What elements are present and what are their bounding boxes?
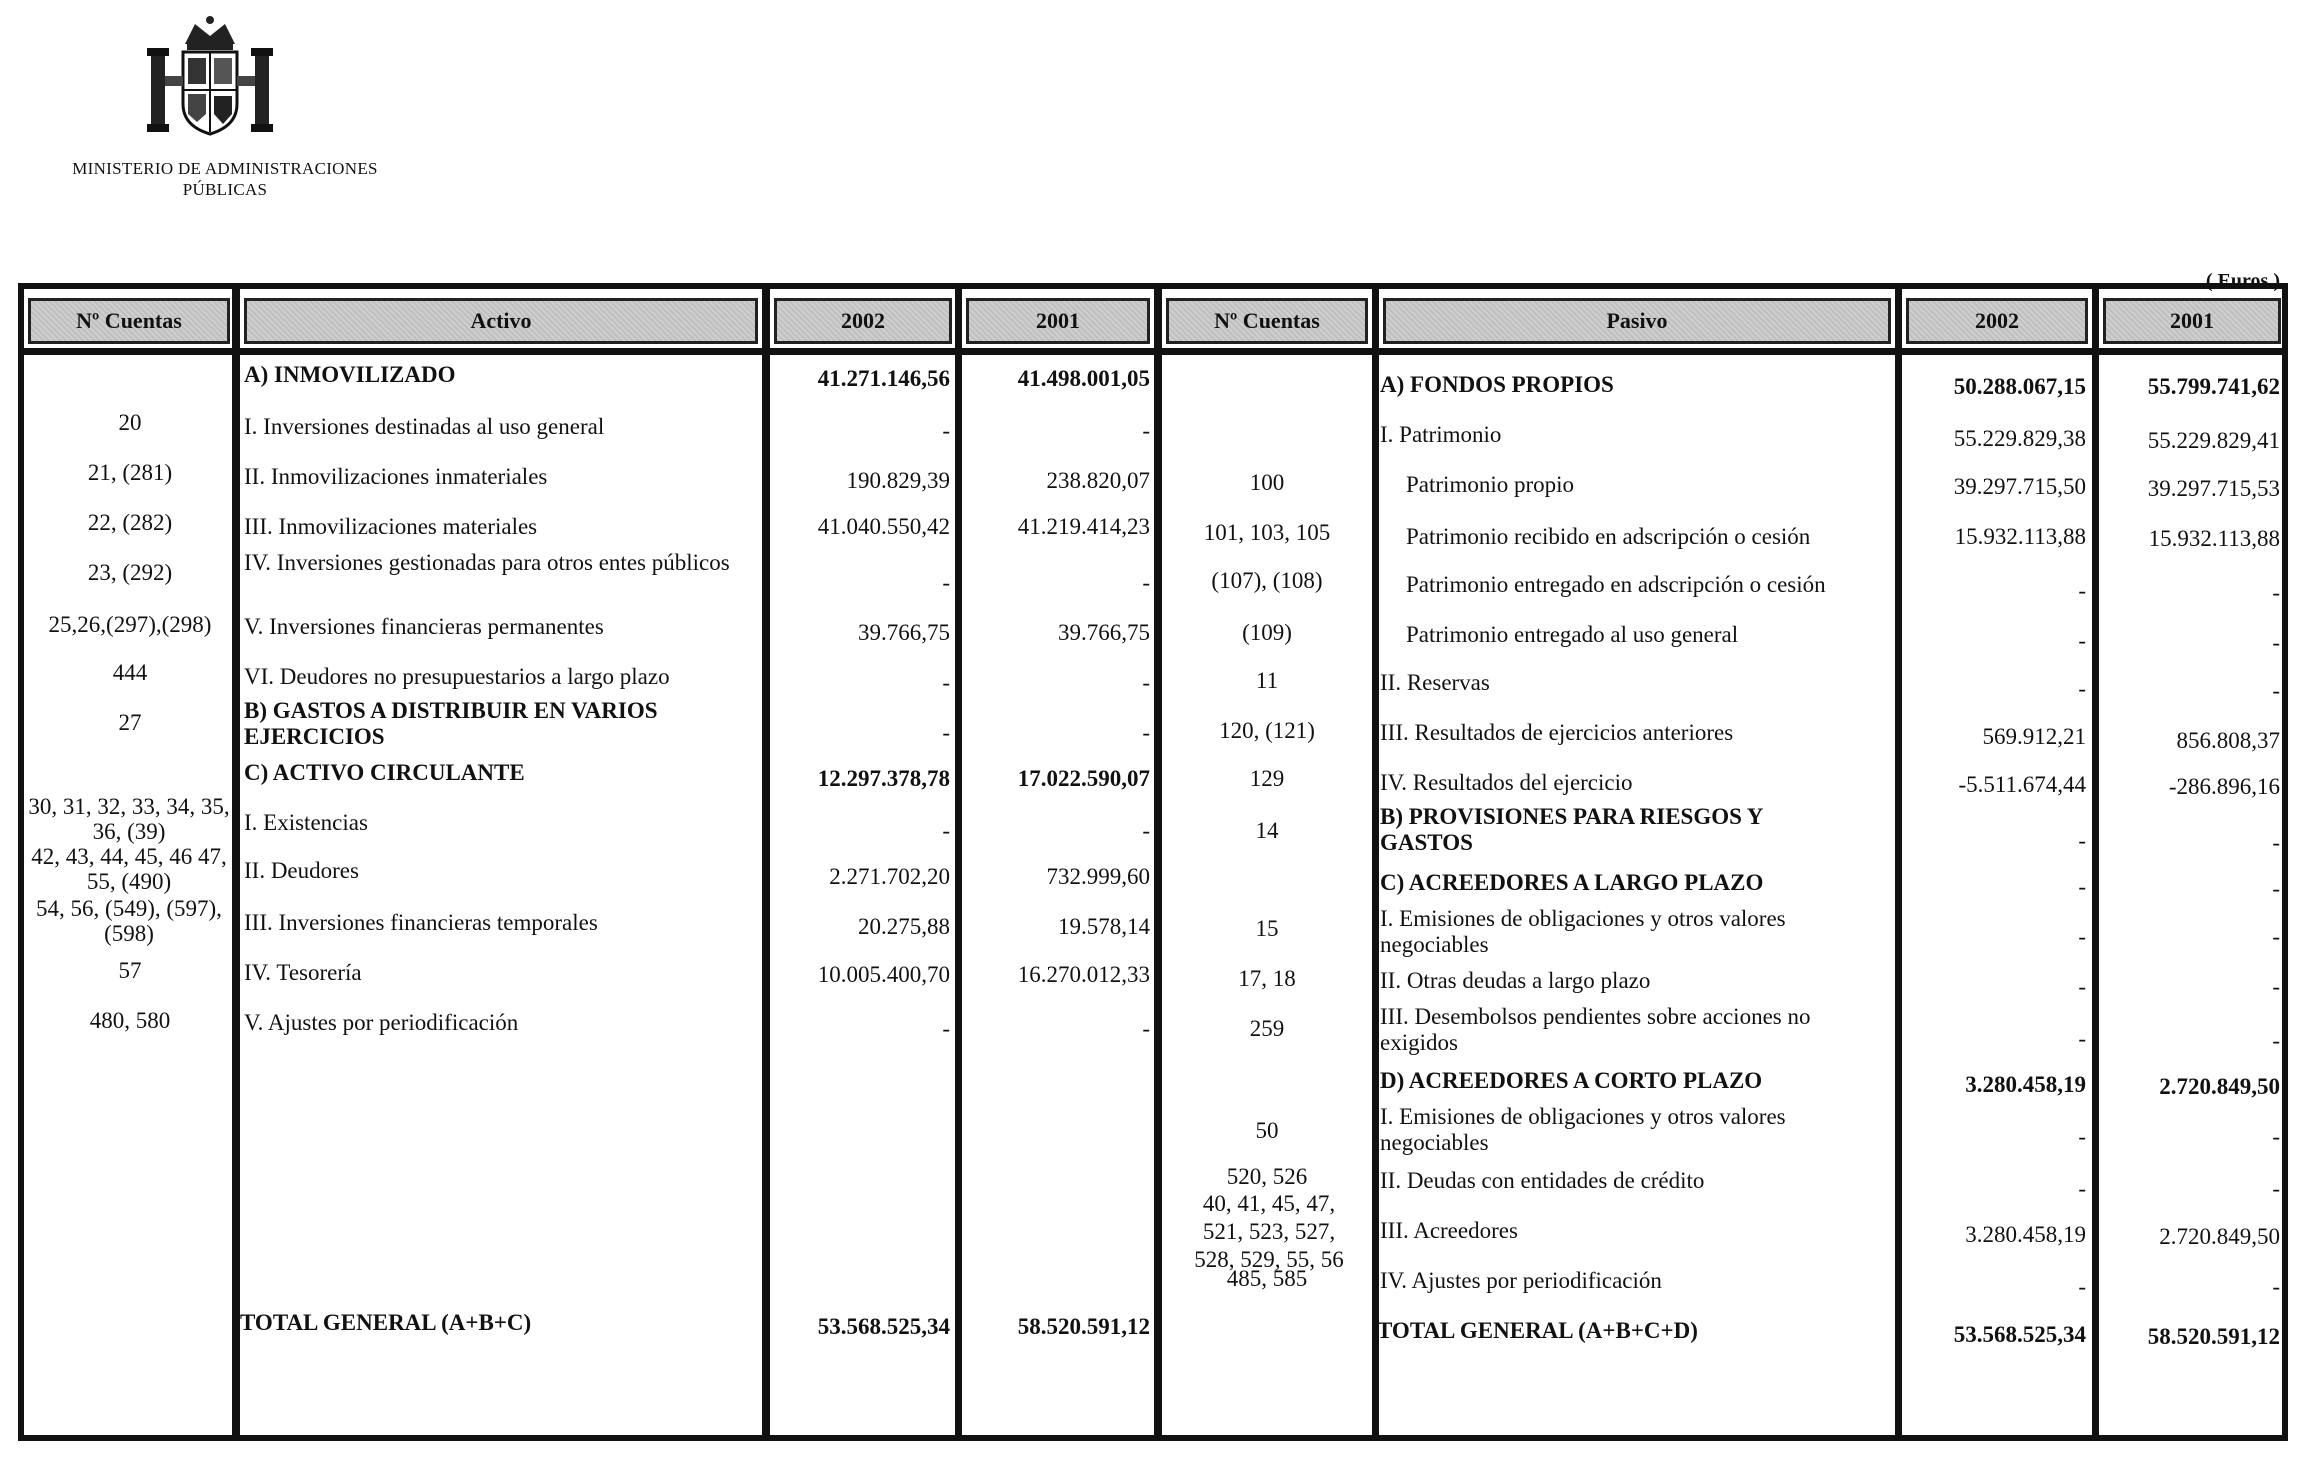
row-label: A) FONDOS PROPIOS <box>1380 372 1614 397</box>
value-2002: - <box>2078 1124 2086 1149</box>
value-2001: 2.720.849,50 <box>2159 1074 2280 1099</box>
account-codes: 101, 103, 105 <box>1203 520 1331 545</box>
account-codes: 57 <box>118 958 142 983</box>
account-codes: 15 <box>1255 916 1279 941</box>
header-cuentas-pasivo: Nº Cuentas <box>1166 298 1368 344</box>
value-2001: 856.808,37 <box>2176 728 2280 753</box>
account-codes: 20 <box>118 410 142 435</box>
value-2002: - <box>942 570 950 595</box>
row-label: I. Existencias <box>244 810 368 835</box>
column-divider <box>955 283 962 1441</box>
account-codes: 120, (121) <box>1219 718 1315 743</box>
row-label: I. Patrimonio <box>1380 422 1502 447</box>
currency-label: ( Euros ) <box>2205 270 2280 292</box>
value-2002: - <box>942 818 950 843</box>
value-2001: - <box>2272 1124 2280 1149</box>
account-codes: 30, 31, 32, 33, 34, 35, 36, (39) <box>28 794 230 844</box>
value-2002: - <box>2078 1176 2086 1201</box>
column-divider <box>2092 283 2099 1441</box>
account-codes: (107), (108) <box>1211 568 1323 593</box>
value-2001: - <box>2272 924 2280 949</box>
row-label: C) ACREEDORES A LARGO PLAZO <box>1380 870 1764 895</box>
account-codes: 25,26,(297),(298) <box>48 612 212 637</box>
header-cuentas-activo: Nº Cuentas <box>28 298 230 344</box>
value-2002: - <box>942 418 950 443</box>
account-codes: 40, 41, 45, 47, 521, 523, 527, 528, 529, 55, 56 <box>1194 1191 1344 1272</box>
column-divider <box>762 283 770 1441</box>
value-2002: 12.297.378,78 <box>817 766 950 791</box>
row-label: B) GASTOS A DISTRIBUIR EN VARIOS EJERCICIOS <box>244 698 658 749</box>
row-label: C) ACTIVO CIRCULANTE <box>244 760 525 785</box>
row-label: III. Acreedores <box>1380 1218 1518 1243</box>
value-2002: - <box>2078 924 2086 949</box>
value-2001: 58.520.591,12 <box>2147 1324 2280 1349</box>
row-label: IV. Ajustes por periodificación <box>1380 1268 1662 1293</box>
header-activo-2002: 2002 <box>774 298 952 344</box>
value-2002: - <box>942 720 950 745</box>
row-label: III. Inversiones financieras temporales <box>244 910 598 935</box>
row-label: II. Deudas con entidades de crédito <box>1380 1168 1705 1193</box>
account-codes: 27 <box>118 710 142 735</box>
row-label: A) INMOVILIZADO <box>244 362 456 387</box>
row-label: V. Inversiones financieras permanentes <box>244 614 604 639</box>
value-2001: - <box>2272 678 2280 703</box>
column-divider <box>1895 283 1902 1441</box>
value-2002: 53.568.525,34 <box>817 1314 950 1339</box>
account-codes: 54, 56, (549), (597), (598) <box>36 896 222 946</box>
row-label: D) ACREEDORES A CORTO PLAZO <box>1380 1068 1763 1093</box>
account-codes: (109) <box>1242 620 1292 645</box>
header-pasivo: Pasivo <box>1383 298 1891 344</box>
value-2002: 20.275,88 <box>858 914 950 939</box>
value-2002: 41.040.550,42 <box>817 514 950 539</box>
value-2001: - <box>2272 1274 2280 1299</box>
value-2001: 55.229.829,41 <box>2147 428 2280 453</box>
value-2002: 10.005.400,70 <box>817 962 950 987</box>
row-label: III. Desembolsos pendientes sobre acciones no exigidos <box>1380 1004 1811 1055</box>
value-2002: 190.829,39 <box>846 468 950 493</box>
row-label: Patrimonio entregado al uso general <box>1406 622 1739 647</box>
value-2002: - <box>2078 1274 2086 1299</box>
value-2001: 19.578,14 <box>1058 914 1150 939</box>
row-label: Patrimonio propio <box>1406 472 1575 497</box>
value-2001: 41.498.001,05 <box>1017 366 1150 391</box>
row-label: TOTAL GENERAL (A+B+C) <box>240 1310 532 1335</box>
value-2002: - <box>2078 1026 2086 1051</box>
row-label: I. Inversiones destinadas al uso general <box>244 414 605 439</box>
header-pasivo-2002: 2002 <box>1906 298 2088 344</box>
value-2001: 17.022.590,07 <box>1017 766 1150 791</box>
row-label: III. Inmovilizaciones materiales <box>244 514 538 539</box>
value-2001: 238.820,07 <box>1046 468 1150 493</box>
value-2001: - <box>1142 418 1150 443</box>
column-divider <box>1372 283 1379 1441</box>
value-2001: - <box>1142 670 1150 695</box>
account-codes: 50 <box>1255 1118 1279 1143</box>
value-2002: - <box>2078 676 2086 701</box>
account-codes: 11 <box>1255 668 1279 693</box>
row-label: IV. Inversiones gestionadas para otros entes públicos <box>244 550 730 575</box>
account-codes: 21, (281) <box>87 460 173 485</box>
row-label: Patrimonio recibido en adscripción o cesión <box>1406 524 1811 549</box>
value-2001: 732.999,60 <box>1046 864 1150 889</box>
header-activo-2001: 2001 <box>966 298 1150 344</box>
row-label: V. Ajustes por periodificación <box>244 1010 519 1035</box>
account-codes: 17, 18 <box>1238 966 1296 991</box>
value-2001: - <box>2272 1176 2280 1201</box>
account-codes: 444 <box>112 660 148 685</box>
row-label: I. Emisiones de obligaciones y otros valores negociables <box>1380 1104 1786 1155</box>
row-label: B) PROVISIONES PARA RIESGOS Y GASTOS <box>1380 804 1763 855</box>
value-2002: 569.912,21 <box>1982 724 2086 749</box>
row-label: II. Deudores <box>244 858 359 883</box>
account-codes: 100 <box>1249 470 1285 495</box>
value-2002: - <box>2078 578 2086 603</box>
row-label: III. Resultados de ejercicios anteriores <box>1380 720 1734 745</box>
value-2001: 2.720.849,50 <box>2159 1224 2280 1249</box>
value-2001: - <box>2272 974 2280 999</box>
value-2001: - <box>1142 818 1150 843</box>
value-2002: 39.297.715,50 <box>1953 474 2086 499</box>
value-2002: 55.229.829,38 <box>1953 426 2086 451</box>
value-2002: 50.288.067,15 <box>1953 374 2086 399</box>
value-2002: - <box>2078 974 2086 999</box>
account-codes: 129 <box>1249 766 1285 791</box>
value-2002: 39.766,75 <box>858 620 950 645</box>
row-label: IV. Tesorería <box>244 960 362 985</box>
row-label: VI. Deudores no presupuestarios a largo plazo <box>244 664 670 689</box>
value-2002: - <box>942 1016 950 1041</box>
value-2001: - <box>1142 720 1150 745</box>
account-codes: 480, 580 <box>89 1008 171 1033</box>
account-codes: 259 <box>1249 1016 1285 1041</box>
value-2002: 41.271.146,56 <box>817 366 950 391</box>
row-label: II. Otras deudas a largo plazo <box>1380 968 1651 993</box>
value-2001: 41.219.414,23 <box>1017 514 1150 539</box>
column-divider <box>1154 283 1162 1441</box>
value-2002: - <box>942 670 950 695</box>
value-2001: - <box>1142 570 1150 595</box>
value-2002: 3.280.458,19 <box>1965 1222 2086 1247</box>
coat-of-arms-icon <box>145 14 275 142</box>
account-codes: 485, 585 <box>1226 1266 1308 1291</box>
value-2002: 3.280.458,19 <box>1965 1072 2086 1097</box>
value-2001: 16.270.012,33 <box>1017 962 1150 987</box>
header-activo: Activo <box>244 298 758 344</box>
value-2001: 55.799.741,62 <box>2147 374 2280 399</box>
row-label: IV. Resultados del ejercicio <box>1380 770 1633 795</box>
value-2001: - <box>2272 1028 2280 1053</box>
account-codes: 42, 43, 44, 45, 46 47, 55, (490) <box>31 844 227 894</box>
value-2002: -5.511.674,44 <box>1958 772 2086 797</box>
value-2001: 15.932.113,88 <box>2148 526 2280 551</box>
value-2002: - <box>2078 628 2086 653</box>
value-2002: - <box>2078 828 2086 853</box>
value-2001: - <box>1142 1016 1150 1041</box>
account-codes: 23, (292) <box>87 560 173 585</box>
value-2001: 39.766,75 <box>1058 620 1150 645</box>
row-label: II. Reservas <box>1380 670 1490 695</box>
value-2001: - <box>2272 630 2280 655</box>
value-2001: - <box>2272 830 2280 855</box>
value-2001: 58.520.591,12 <box>1017 1314 1150 1339</box>
value-2002: 15.932.113,88 <box>1954 524 2086 549</box>
account-codes: 22, (282) <box>87 510 173 535</box>
value-2001: -286.896,16 <box>2168 774 2280 799</box>
value-2002: 53.568.525,34 <box>1953 1322 2086 1347</box>
ministry-name: MINISTERIO DE ADMINISTRACIONES PÚBLICAS <box>72 159 378 199</box>
account-codes: 14 <box>1255 818 1279 843</box>
value-2001: - <box>2272 580 2280 605</box>
row-label: II. Inmovilizaciones inmateriales <box>244 464 548 489</box>
row-label: I. Emisiones de obligaciones y otros valores negociables <box>1380 906 1786 957</box>
account-codes: 520, 526 <box>1226 1164 1308 1189</box>
value-2002: - <box>2078 874 2086 899</box>
value-2001: - <box>2272 876 2280 901</box>
row-label: TOTAL GENERAL (A+B+C+D) <box>1377 1318 1698 1343</box>
value-2001: 39.297.715,53 <box>2147 476 2280 501</box>
row-label: Patrimonio entregado en adscripción o cesión <box>1406 572 1826 597</box>
value-2002: 2.271.702,20 <box>829 864 950 889</box>
header-pasivo-2001: 2001 <box>2103 298 2281 344</box>
